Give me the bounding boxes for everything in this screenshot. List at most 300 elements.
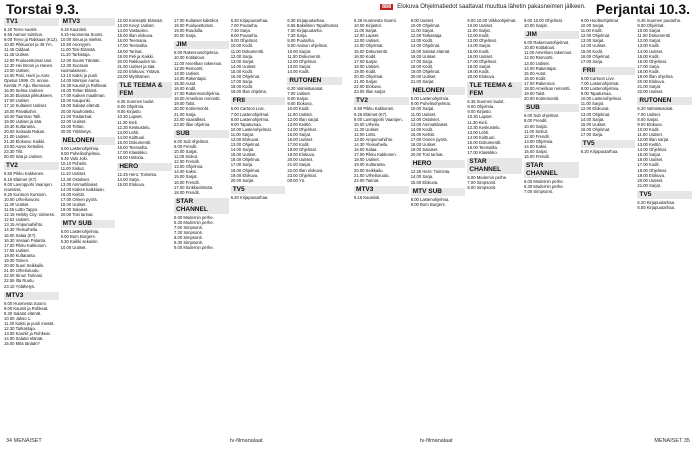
program-entry: 9.00 Ohjelmat. xyxy=(637,23,665,29)
program-entry: 10.00 Kodit. xyxy=(287,106,310,112)
program-entry: 15.30 Kauniit ja Rohkeat. xyxy=(60,83,108,89)
program-entry: 17.55 Uutiset. xyxy=(4,247,30,253)
program-entry: 9.00 Burn Burgers. xyxy=(60,234,96,240)
program-entry: 11.45 Oddaat. xyxy=(4,47,31,53)
program-entry: 19.00 Uutiset ja sää. xyxy=(4,118,43,124)
program-entry: 16.00 Ohjelmat. xyxy=(637,58,667,64)
program-entry: 10.00 Sarjat. xyxy=(410,106,435,112)
program-entry: 22.00 Vaaralliset. xyxy=(174,116,207,122)
program-entry: 6.00 Lastenohjelmia. xyxy=(410,96,450,102)
channel-block xyxy=(117,82,172,160)
program-entry: 12.00 Lotto. xyxy=(354,131,377,137)
program-entry: 11.00 Sarjat. xyxy=(467,28,491,34)
program-entry: 8.30 Simpsonit. xyxy=(174,240,203,246)
channel-block xyxy=(411,160,466,184)
program-entry: 16.00 Kodit. xyxy=(354,53,377,59)
program-entry: 18.00 Amerikan remontti. xyxy=(524,86,571,92)
program-entry: 15.00 Dokumentti. xyxy=(467,139,502,145)
program-entry: 21.00 Sarjat. xyxy=(637,182,662,188)
program-entry: 7.30 Simpsonit. xyxy=(174,230,203,236)
program-entry: 20.00 Nauhoitettu. xyxy=(60,108,95,114)
program-entry: 16.00 Frendit. xyxy=(174,179,200,185)
program-entry: 10.00 Sarjat. xyxy=(637,28,662,34)
channel-heading: RUTONEN xyxy=(287,77,342,85)
program-entry: 10.00 Sarjat. xyxy=(524,123,548,129)
program-entry: 20.00 Tosi tarinat. xyxy=(60,212,94,218)
program-entry: 13.00 Sarjat. xyxy=(230,58,255,64)
program-entry: 15.00 Mitä tänään? xyxy=(4,341,40,347)
program-entry: 9.30 Salatut elämät. xyxy=(4,310,42,316)
program-entry: 12.00 Ohjelmat. xyxy=(287,58,317,64)
program-entry: 16.00 Salaa (K7). xyxy=(4,232,37,238)
program-entry: 17.00 Kodit. xyxy=(287,142,310,148)
program-entry: 22.00 Elokuva: Ystävä. xyxy=(117,68,161,74)
program-entry: 14.00 Kaksi. xyxy=(174,169,198,175)
program-entry: 16.00 Ohjelmat. xyxy=(580,53,611,59)
program-entry: 00.00 Yölähetys. xyxy=(60,128,92,134)
program-entry: 6.20 Valmistusosat. xyxy=(637,106,674,112)
program-entry: 12.15 Helsky City: sinisess. xyxy=(4,212,55,218)
channel-heading: TV1 xyxy=(4,18,59,26)
program-entry: 6.25 Huomenta Suomi. xyxy=(354,18,397,23)
program-entry: 11.00 Uutiset. xyxy=(410,111,437,117)
program-entry: 14.00 Vastaamo. xyxy=(117,28,149,34)
program-entry: 6.20 Valmistusosat. xyxy=(287,86,324,92)
channel-heading: JIM xyxy=(524,31,579,39)
channel-heading: MTV3 xyxy=(61,18,116,26)
program-entry: 13.00 Uutiset. xyxy=(4,67,30,73)
program-entry: 6.20 Kirjapuutarhaa. xyxy=(230,194,269,200)
program-entry: 14.00 Ohjelmat. xyxy=(354,43,384,49)
channel-heading: HERO xyxy=(117,163,172,171)
program-entry: 10.00 Sarjat. xyxy=(174,148,198,154)
program-entry: 9.00 Tervo ja Rakkaus (K12). xyxy=(4,37,58,43)
program-entry: 18.00 Amerikan remontti. xyxy=(174,96,221,102)
program-entry: 10.00 Sarjat. xyxy=(524,23,548,29)
program-entry: 19.00 Elokuva. xyxy=(287,152,316,158)
program-entry: 13.00 Keittiö. xyxy=(287,121,312,127)
program-entry: 14.00 Ohjelmat. xyxy=(410,43,441,49)
channel-heading: JIM xyxy=(174,41,229,49)
program-entry: 9.00 Puhelinohjelmia. xyxy=(60,151,101,157)
program-entry: 18.00 Kaupunki. xyxy=(60,98,91,104)
program-entry: 19.00 Ruudulla. xyxy=(174,28,204,34)
program-entry: 17.00 Sarja. xyxy=(230,162,254,168)
program-entry: 18.00 Uutiset. xyxy=(354,63,380,69)
program-entry: 18.00 Uutiset. xyxy=(60,202,87,207)
program-entry: 6.00 Sub ohjelmat. xyxy=(524,113,559,119)
program-entry: 19.00 Salaiset. xyxy=(410,147,439,153)
program-entry: 20.00 Rakkauden tie. xyxy=(117,58,157,64)
program-entry: 21.00 Sarjat. xyxy=(410,79,435,85)
channel-block xyxy=(231,18,286,94)
channel-heading: NELONEN xyxy=(61,137,116,145)
program-entry: 12.00 Tarkastaja. xyxy=(410,33,443,39)
program-entry: 23.00 Teltan. xyxy=(60,123,85,129)
program-entry: 11.00 Uutiset. xyxy=(287,111,313,117)
program-entry: 14.30 Yleisurheilu. xyxy=(4,227,39,233)
channel-heading: SUB xyxy=(524,104,579,112)
tv-listing-columns xyxy=(4,18,692,438)
channel-block xyxy=(467,82,522,155)
program-entry: 20.00 Elokuva. xyxy=(467,74,496,80)
program-entry: 16.00 Salaa. xyxy=(354,147,378,153)
program-entry: 11.00 Dokumentti. xyxy=(230,48,265,54)
page-footer xyxy=(0,438,696,447)
program-entry: 13.00 Ohjelmat. xyxy=(467,38,497,44)
program-entry: 21.00 Uutiset. xyxy=(4,133,30,139)
channel-heading: MTV SUB xyxy=(61,220,116,228)
program-entry: 10.00 Urheilu. xyxy=(354,121,381,127)
program-entry: 18.00 Kodit. xyxy=(230,84,254,90)
program-entry: 6.30 Modernin perhe. xyxy=(524,184,564,190)
program-entry: 19.00 Elokuva. xyxy=(637,172,666,178)
program-entry: 11.00 Sinkut. xyxy=(174,154,199,160)
program-entry: 16.00 Keittiö. xyxy=(410,131,436,137)
program-entry: 12.00 Suomi Tänään. xyxy=(60,57,101,63)
program-entry: 23.00 Aamu Kettuliini. xyxy=(4,144,45,150)
program-entry: 22.00 Uutiset. xyxy=(60,118,87,124)
program-entry: 19.00 Kodit. xyxy=(354,68,377,74)
program-entry: 12.00 Sarjat. xyxy=(637,38,662,44)
channel-heading: TLE TEEMA & FEM xyxy=(117,82,172,98)
program-entry: 16.00 Uutiset. xyxy=(467,53,494,59)
program-entry: Kenttä: P. Alju. Ilkennaus. xyxy=(4,83,52,89)
listing-column xyxy=(4,18,59,438)
program-entry: 19.00 Kultaranta. xyxy=(4,252,36,258)
program-entry: 20.00 Sairaala Rakas. xyxy=(4,128,46,134)
program-entry: 15.00 Sarjat. xyxy=(174,174,198,180)
program-entry: 17.00 Sarja. xyxy=(410,58,434,64)
program-entry: 9.00 Frendit. xyxy=(174,143,198,149)
channel-block xyxy=(581,67,636,137)
program-entry: 19.00 Elokuva. xyxy=(230,172,259,178)
program-entry: 6.00 Modernin perhe. xyxy=(467,175,508,181)
program-entry: 11.00 Sinkut. xyxy=(60,166,85,172)
channel-block xyxy=(354,18,409,94)
program-entry: 13.00 Kevyt Uutiset. xyxy=(117,23,155,29)
program-entry: 8.45 Suomen puutarha. xyxy=(637,18,682,23)
program-entry: 19.00 Salaiset. xyxy=(60,207,89,213)
program-entry: 16.00 Ohjelmat. xyxy=(230,157,261,163)
program-entry: 6.55 Aamun toimitus. xyxy=(4,32,44,38)
program-entry: 12.00 Remontti. xyxy=(524,55,554,61)
listing-column xyxy=(411,18,466,438)
program-entry: 11.10 Uutiset. xyxy=(60,171,87,177)
program-entry: 12.45 Hero: Toiminta. xyxy=(117,172,158,178)
program-entry: 17.00 Sarja. xyxy=(230,79,254,85)
program-entry: 18.00 Tarinat. xyxy=(117,48,143,54)
program-entry: 8.00 Lastenohjelmia. xyxy=(60,229,100,235)
program-entry: 14.00 Uutiset. xyxy=(580,43,607,49)
footer-center-right: tv-filmanalaat xyxy=(420,438,453,444)
program-entry: 12.30 Ostokset. xyxy=(60,176,91,182)
program-entry: 15.00 Sarjat. xyxy=(287,131,312,137)
program-entry: 12.30 Tarkastaja. xyxy=(4,326,36,332)
program-entry: 15.00 Uutiset. xyxy=(580,121,607,127)
program-entry: 17.00 Sarja. xyxy=(637,63,660,69)
program-entry: 6.35 Suomen laulut. xyxy=(117,99,155,105)
program-entry: 12.00 Lapset. xyxy=(354,33,380,39)
channel-heading: TV5 xyxy=(231,186,286,194)
channel-block xyxy=(61,137,116,217)
program-entry: 14.00 Morsian Aamu. xyxy=(60,77,101,83)
program-entry: 8.00 Lastenohjelmia. xyxy=(230,116,270,122)
program-entry: 14.00 Kaiken kaikkiaan. xyxy=(60,186,105,192)
program-entry: 13.10 Kaksi ja puoli. xyxy=(60,72,99,78)
program-entry: 10.00 Lastenohjelmat. xyxy=(580,96,622,102)
program-entry: 12.30 Suoraan suomalaiseen. xyxy=(60,62,89,73)
program-entry: 10.00 Kotitalous. xyxy=(524,45,556,51)
program-entry: 17.00 Sarjat. xyxy=(354,58,378,64)
program-entry: 16.00 Ohjelmat. xyxy=(230,74,261,80)
listing-column xyxy=(61,18,116,438)
program-entry: 11.00 Sinkut. xyxy=(524,128,549,134)
program-entry: 17.00 Pikku Kakkonen. xyxy=(354,152,397,158)
program-entry: 15.00 Sarjat. xyxy=(637,152,662,158)
program-entry: 15.00 Elokuva. xyxy=(410,179,439,185)
program-entry: 14.00 Sarjat. xyxy=(580,116,605,122)
program-entry: 13.00 Uutiset. xyxy=(174,70,200,76)
program-entry: 6.00 Huomenta Suomi. xyxy=(4,300,47,306)
footer-right: MENAISET 35 xyxy=(654,438,690,444)
program-entry: 23.00 Illan ohjelma. xyxy=(174,121,211,127)
program-entry: 16.00 Kodit. xyxy=(524,75,547,81)
program-entry: 15.00 Elokuva. xyxy=(117,182,146,188)
program-entry: 13.00 Lehti. xyxy=(467,129,490,135)
program-entry: 18.00 Kodit. xyxy=(410,63,434,69)
program-entry: 20.00 Sarja. xyxy=(174,33,197,39)
channel-block xyxy=(117,163,172,187)
channel-heading: TLE TEEMA & FEM xyxy=(467,82,522,98)
program-entry: 7.00 Simpsonit. xyxy=(174,225,203,230)
program-entry: 13.00 Uutiset. xyxy=(354,38,380,44)
program-entry: 16.00 Teltan Elämä. xyxy=(60,88,98,94)
program-entry: 20.00 Sarjat. xyxy=(230,177,255,183)
program-entry: 19.30 Toinen. xyxy=(4,258,30,264)
program-entry: 20.00 Seikkailu. xyxy=(354,167,384,173)
listing-column xyxy=(524,18,579,438)
program-entry: 18.00 Päiväkahvi. xyxy=(4,108,38,114)
page-gutter xyxy=(344,18,352,438)
program-entry: 17.00 Rakennus. xyxy=(524,80,556,86)
program-entry: 8.00 Simpsonit. xyxy=(174,235,203,241)
program-entry: 10.00 Uutiset. xyxy=(467,23,494,29)
program-entry: 7.00 Lastenohjelmat. xyxy=(230,111,270,117)
program-entry: 17.00 Sinkkuelämää. xyxy=(174,184,214,190)
program-entry: 8.25 Eläimet (K7). xyxy=(354,111,388,117)
program-entry: 8.16 Eläimet (K7). xyxy=(4,176,38,182)
channel-heading: TV5 xyxy=(637,191,692,199)
program-entry: 14.00 Kodit. xyxy=(410,126,434,132)
program-entry: 9.00 Puhelinohjelmat. xyxy=(410,101,451,107)
program-entry: 20.00 Uutiset. xyxy=(410,74,437,80)
channel-heading: MTV3 xyxy=(354,186,409,194)
program-entry: 14.00 Uutiset. xyxy=(637,48,664,54)
program-entry: 9.30 Kaikki sekaisin. xyxy=(60,239,99,245)
program-entry: 6.00 Cartoon Live. xyxy=(230,106,265,112)
channel-heading: STAR CHANNEL xyxy=(467,158,522,174)
channel-block xyxy=(524,104,579,159)
program-entry: 13.00 Ammattilaiset. xyxy=(60,181,99,187)
program-entry: 00.00 Sää ja Uutiset. xyxy=(4,154,43,160)
channel-block xyxy=(411,18,466,84)
program-entry: 20.00 Elokuva. xyxy=(637,79,666,85)
program-entry: 9.00 Elokuva. xyxy=(287,101,313,107)
program-entry: 12.00 Illan sarjat. xyxy=(287,116,320,122)
program-entry: 13.00 Kodit. xyxy=(637,43,660,49)
program-entry: 9.00 10.00 Ohjelmat. xyxy=(524,18,563,23)
program-entry: 9.00 Frendit. xyxy=(524,118,548,124)
program-entry: 10.00 Kodit. xyxy=(637,126,660,132)
program-entry: 10.00 Lastenohjelmat. xyxy=(230,126,272,132)
program-entry: 12.00 Remontti. xyxy=(174,65,204,71)
program-entry: 10.00 Kodit. xyxy=(230,43,254,49)
program-entry: 11.00 Sarjat. xyxy=(580,101,605,107)
program-entry: 12.00 Illan sarjat. xyxy=(637,136,670,142)
program-entry: 9.00 10.00 Viikkoohjelmat. xyxy=(467,18,517,23)
program-entry: 16.00 Kodit. xyxy=(174,86,197,92)
program-entry: 7.00 Lastenohjelmat. xyxy=(580,80,620,86)
program-entry: 19.30 Kultaranta. xyxy=(4,123,36,129)
channel-block xyxy=(174,198,229,251)
program-entry: 16.00 Uutiset. xyxy=(410,53,437,59)
channel-block xyxy=(231,186,286,200)
listing-column xyxy=(354,18,409,438)
program-entry: 19.00 Talot. xyxy=(174,101,196,107)
program-entry: 6.00 Rakennusohjelmat. xyxy=(524,40,570,46)
listing-column xyxy=(467,18,522,438)
program-entry: 17.10 Kultaiset Uutiset. xyxy=(4,103,48,109)
program-entry: 21.00 Tositarinat. xyxy=(60,113,93,119)
program-entry: 11.45 Uutiset. xyxy=(4,52,30,58)
channel-block xyxy=(467,158,522,190)
program-entry: 19.00 Talot. xyxy=(524,91,546,97)
program-entry: 11.00 Amerikan rakennus. xyxy=(174,60,223,66)
program-entry: 11.00 Uutiset. xyxy=(637,131,663,137)
program-entry: 15.00 Illan elokuva. xyxy=(117,33,154,39)
program-entry: 17.00 Pikku Kakkonen. xyxy=(4,242,47,248)
program-entry: 17.00 Uutiset. xyxy=(4,98,30,104)
channel-block xyxy=(637,18,692,94)
channel-block xyxy=(581,140,636,154)
program-entry: 14.00 Rakentajat. xyxy=(174,75,207,81)
program-entry: 17.00 Rakennusohjelma. xyxy=(174,91,221,97)
program-entry: 13.00 Ohjelmia. xyxy=(174,164,204,170)
program-entry: 6.00 Modernin perhe. xyxy=(174,214,214,220)
program-entry: 22.00 Sinun Tarinasi. xyxy=(4,273,44,279)
program-entry: 18.30 Taarman Talli. xyxy=(4,113,42,119)
program-entry: 10.50 Anonyymi. xyxy=(60,42,92,48)
program-entry: 20.00 Ohjelmat. xyxy=(354,74,384,80)
program-entry: 6.50 Pikku Kakkonen. xyxy=(4,171,45,177)
program-entry: 16.00 Keittiö. xyxy=(60,191,86,197)
program-entry: 12.00 Ohjelmat. xyxy=(580,33,611,39)
program-entry: 8.00 Sarjat. xyxy=(287,96,309,102)
program-entry: 13.00 Sarjat. xyxy=(580,38,605,44)
channel-heading: NELONEN xyxy=(411,87,466,95)
channel-block xyxy=(61,18,116,134)
program-entry: 13.00 Ampumahiihto. xyxy=(354,136,394,142)
channel-block xyxy=(117,18,172,79)
program-entry: 8.00 Ohjelmia. xyxy=(467,104,495,110)
program-entry: 21.00 Urheiluruutu. xyxy=(354,172,390,178)
program-entry: 12.00 Konseptit Elämää. xyxy=(117,18,163,23)
program-entry: 22.00 Tarinat. xyxy=(354,177,380,183)
program-entry: 13.00 Ammattilaiset. xyxy=(410,121,449,127)
program-entry: 16.30 Elamää pikkukseen. xyxy=(4,93,54,99)
program-entry: 15.00 Autot. xyxy=(174,80,197,86)
channel-block xyxy=(637,191,692,210)
program-entry: 15.00 Uutiset. xyxy=(230,152,257,158)
channel-block xyxy=(174,130,229,195)
program-entry: 6.15 Kauniisti. xyxy=(60,27,87,32)
channel-block xyxy=(354,186,409,200)
channel-block xyxy=(4,292,59,347)
program-entry: 10.10 Puhelin. xyxy=(60,161,88,167)
program-entry: 6.00 Cartoon Live. xyxy=(580,75,615,81)
program-entry: 10.00 Sarjat. xyxy=(580,23,605,29)
channel-heading: MTV3 xyxy=(4,292,59,300)
program-entry: 11.20 Tarkistaja. xyxy=(60,52,91,58)
program-entry: 12.00 Elokuvat. xyxy=(230,136,260,142)
program-entry: 20.00 Kotiremontit. xyxy=(174,106,210,112)
channel-block xyxy=(174,41,229,126)
channel-block xyxy=(174,18,229,38)
program-entry: 9.00 Aamun ohjelmat. xyxy=(287,43,328,49)
program-entry: 14.30 Yleisurheilu. xyxy=(354,142,389,148)
program-entry: 12.52 Uutiset. xyxy=(4,217,30,223)
program-entry: 21.00 Uutiset ja sää. xyxy=(117,63,156,69)
program-entry: 12.00 Kodit. xyxy=(467,33,490,39)
program-entry: 18.00 Kodit. xyxy=(637,68,660,74)
program-entry: 16.00 Selma Uutinen. xyxy=(4,88,45,94)
program-entry: 16.00 Teemailta. xyxy=(467,144,499,150)
program-entry: 23.00 Myöhäinen. xyxy=(117,74,151,80)
program-entry: 12.25 Hero: Toiminta. xyxy=(410,169,451,175)
footer-center-left: tv-filmanalaat xyxy=(230,438,263,444)
program-entry: 17.00 Kodit. xyxy=(637,162,660,168)
channel-heading: FRII xyxy=(231,97,286,105)
program-entry: 12.00 Ostokset. xyxy=(410,116,441,122)
left-day-title: Torstai 9.3. xyxy=(6,1,79,17)
program-entry: 7.00 Kirjapuutarha. xyxy=(287,28,323,34)
right-page-header xyxy=(356,0,696,17)
channel-block xyxy=(287,18,342,74)
program-entry: 17.00 Ohjelmat. xyxy=(467,58,497,64)
program-entry: 6.15 Huomenta Suomi. xyxy=(60,32,104,38)
program-entry: 8.00 Puutarha. xyxy=(230,33,259,39)
program-entry: 9.00 Burn Burgers. xyxy=(410,201,446,207)
program-entry: 7.00 Uutiset. xyxy=(637,111,661,117)
program-entry: 11.00 Dokumentti. xyxy=(287,53,322,59)
program-entry: 9.00 Kirjasto. xyxy=(467,109,492,115)
program-entry: 6.55 Kirjapuutarhaa. xyxy=(637,205,676,210)
program-entry: 20.00 Kotiremontit. xyxy=(524,96,560,102)
program-entry: 11.30 Kieli. xyxy=(467,119,488,125)
program-entry: 8.00 Puutarha. xyxy=(287,38,315,44)
program-entry: 19.00 Kultaranta. xyxy=(354,162,386,168)
program-entry: 23.00 Illan sarjat. xyxy=(354,89,386,95)
program-entry: 10.00 Ohjelmat. xyxy=(410,23,441,29)
program-entry: 13.00 Keittiö. xyxy=(637,142,662,148)
program-entry: 8.00 Sarjat. xyxy=(637,116,659,122)
program-entry: 17.00 Onnen pyörä. xyxy=(60,196,98,202)
program-entry: 19.00 Peli ja Kaikki. xyxy=(117,53,154,59)
left-page-header xyxy=(0,0,340,17)
program-entry: 20.00 Uutiset. xyxy=(287,157,314,163)
program-entry: 18.00 Ohjelmat. xyxy=(637,167,667,173)
